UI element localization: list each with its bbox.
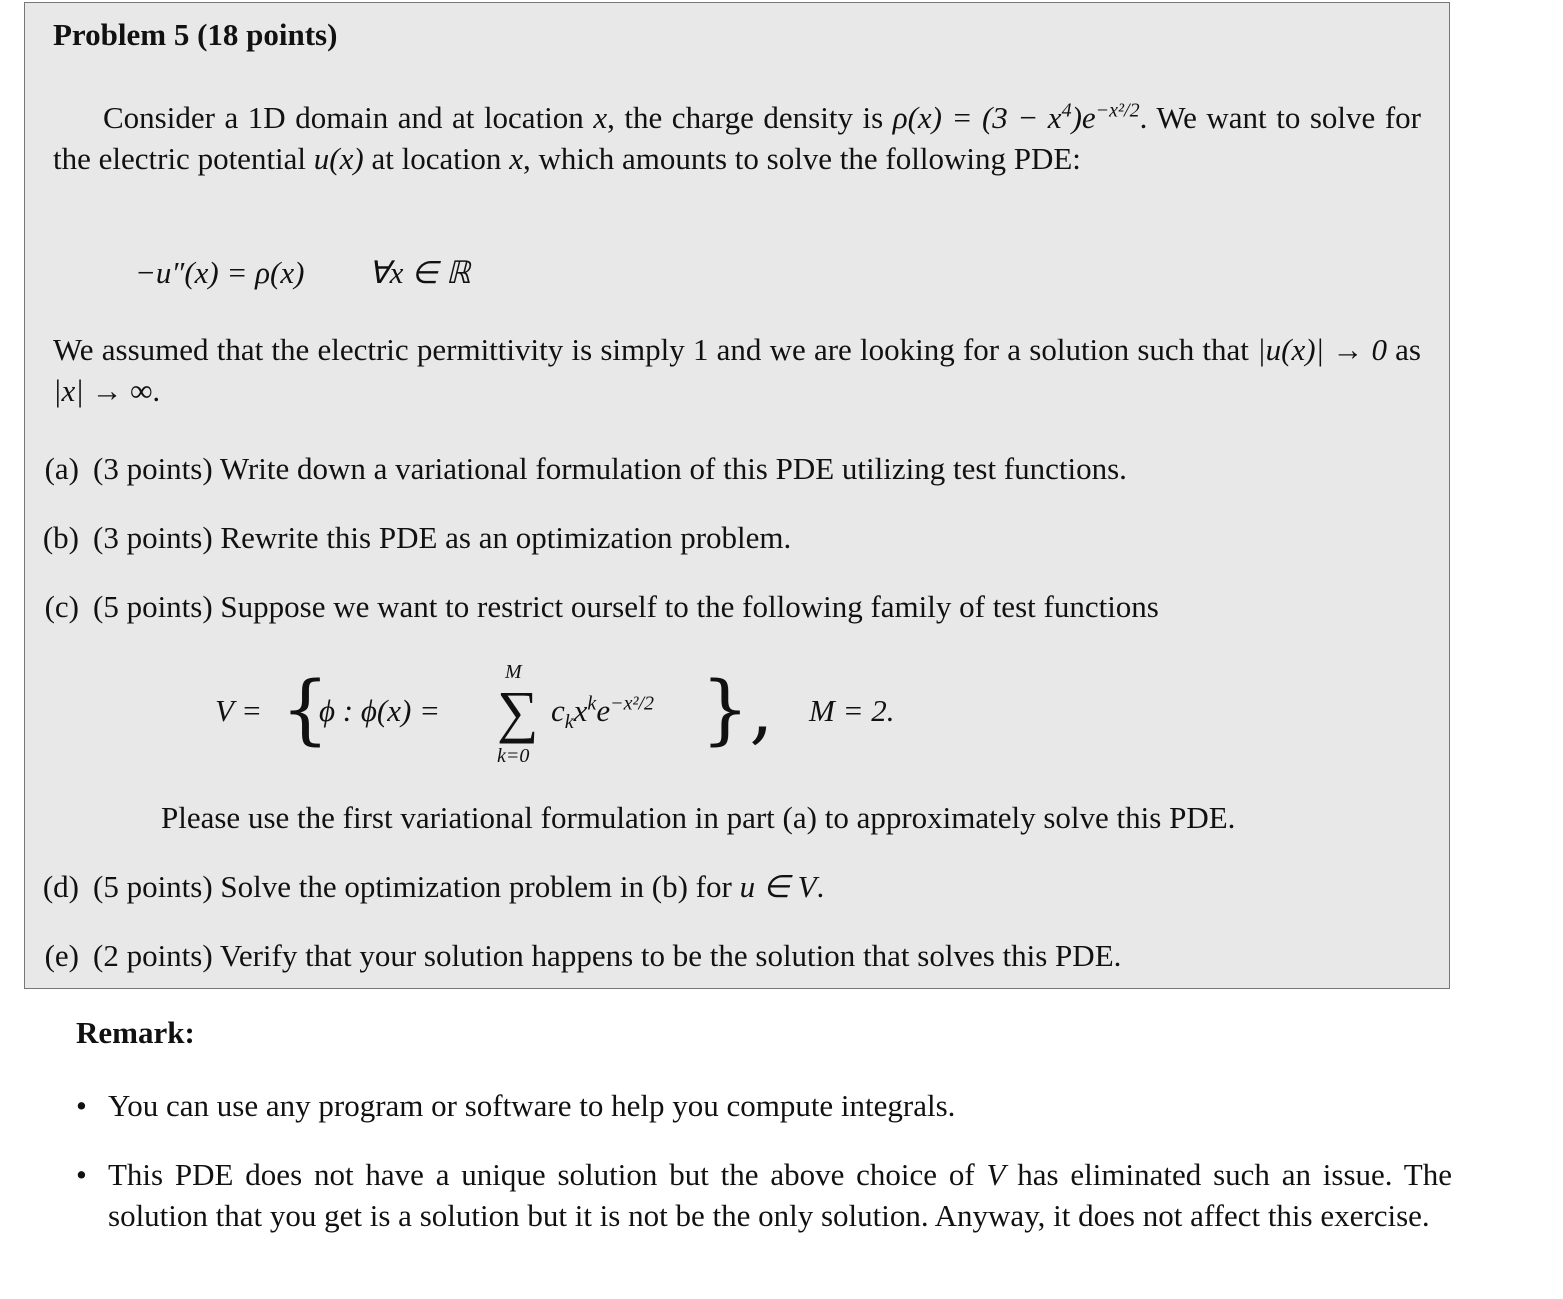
part-c-note: Please use the first variational formulation in part (a) to approximately solve this PDE. [161, 800, 1236, 835]
assumption-paragraph: We assumed that the electric permittivity is simply 1 and we are looking for a solution such that |u(x)| → 0 as |x| → ∞. [53, 332, 1421, 408]
remark-bullet: • You can use any program or software to help you compute integrals. [108, 1085, 1452, 1126]
bullet-dot: • [76, 1088, 87, 1123]
intro-paragraph: Consider a 1D domain and at location x, the charge density is $\rho(x) = (3 - x^4)e^{-x^2/2}$. We want to solve for the electric potential u(x) at location x, which amounts to solve the following PDE: [53, 99, 1421, 176]
rho-formula: $\rho(x) = (3 - x^4)e^{-x^2/2}$ [892, 99, 1140, 135]
remark-title: Remark: [76, 1015, 195, 1050]
problem-title: Problem 5 (18 points) [53, 17, 338, 52]
part-a: (a) (3 points) Write down a variational formulation of this PDE utilizing test functions. [44, 451, 1127, 486]
part-b: (b) (3 points) Rewrite this PDE as an optimization problem. [42, 520, 792, 555]
test-function-family: V = { ϕ : ϕ(x) = M ∑ k=0 $c_kx^ke^{-x^2/2}$ }, M = 2. [215, 661, 895, 767]
bullet-dot: • [76, 1157, 87, 1192]
part-e: (e) (2 points) Verify that your solution happens to be the solution that solves this PDE. [44, 938, 1122, 973]
problem-box [24, 2, 1450, 989]
pde-equation: −u″(x) = ρ(x) ∀x ∈ ℝ [135, 255, 471, 290]
remark-bullet: • This PDE does not have a unique solution but the above choice of V has eliminated such an issue. The solution that you get is a solution but it is not be the only solution. Anyway, it does not affect this exercise. [108, 1154, 1452, 1236]
part-d: (d) (5 points) Solve the optimization problem in (b) for u ∈ V. [42, 869, 825, 904]
part-c: (c) (5 points) Suppose we want to restrict ourself to the following family of test functions [44, 589, 1159, 624]
